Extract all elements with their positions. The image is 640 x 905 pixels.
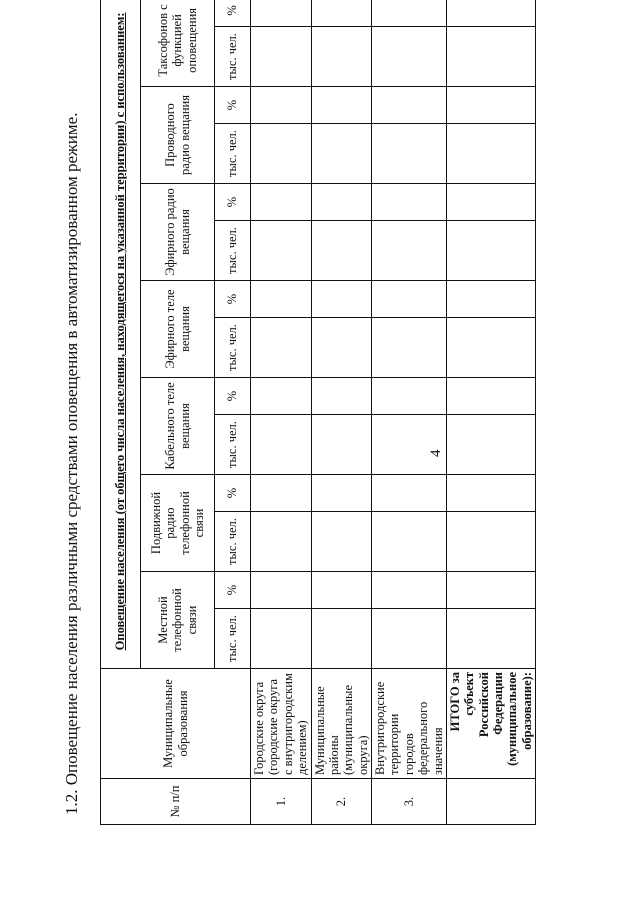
data-cell [372,27,447,87]
header-municipal: Муниципальные образования [101,669,251,779]
data-cell [446,512,535,572]
data-cell [372,512,447,572]
data-cell [372,124,447,184]
unit-thousand: тыс. чел. [215,27,251,87]
data-cell [251,318,312,378]
data-cell [446,378,535,415]
data-cell [372,221,447,281]
channel-header: Эфирного теле вещания [141,281,215,378]
data-cell [251,124,312,184]
data-cell [446,124,535,184]
unit-percent: % [215,572,251,609]
row-name: Муниципальные районы (муниципальные округа) [311,669,372,779]
data-cell [446,27,535,87]
data-cell [372,475,447,512]
channel-header: Проводного радио вещания [141,87,215,184]
data-cell [446,87,535,124]
total-num-cell [446,779,535,825]
row-name: Городские округа (городские округа с внутригородским делением) [251,669,312,779]
unit-percent: % [215,378,251,415]
data-cell [311,184,372,221]
unit-thousand: тыс. чел. [215,318,251,378]
data-cell [311,87,372,124]
data-cell [251,378,312,415]
data-cell [372,572,447,609]
data-cell [372,378,447,415]
data-cell [311,124,372,184]
data-cell [446,184,535,221]
unit-percent: % [215,475,251,512]
data-cell [446,475,535,512]
data-cell [372,184,447,221]
data-cell [251,184,312,221]
data-cell [372,318,447,378]
unit-percent: % [215,87,251,124]
row-num: 1. [251,779,312,825]
header-num: № п/п [101,779,251,825]
data-cell [311,572,372,609]
notification-table [100,0,536,825]
unit-percent: % [215,281,251,318]
unit-thousand: тыс. чел. [215,609,251,669]
data-cell [446,0,535,27]
channel-header: Подвижной радио телефонной связи [141,475,215,572]
data-cell [251,475,312,512]
total-label: ИТОГО за субъект Российской Федерации (муниципальное образование): [446,669,535,779]
data-cell [311,475,372,512]
page-number: 4 [428,449,444,457]
data-cell [311,378,372,415]
data-cell [372,0,447,27]
row-num: 3. [372,779,447,825]
data-cell [311,512,372,572]
data-cell [251,415,312,475]
data-cell [311,0,372,27]
unit-percent: % [215,0,251,27]
row-num: 2. [311,779,372,825]
data-cell [251,572,312,609]
data-cell [372,87,447,124]
data-cell [311,415,372,475]
data-cell [311,221,372,281]
data-cell [251,609,312,669]
data-cell [372,609,447,669]
row-name: Внутригородские территории городов федерального значения [372,669,447,779]
unit-thousand: тыс. чел. [215,512,251,572]
unit-thousand: тыс. чел. [215,415,251,475]
data-cell [251,87,312,124]
data-cell [251,0,312,27]
data-cell [311,27,372,87]
table-row [251,0,312,825]
data-cell [446,221,535,281]
data-cell [372,281,447,318]
data-cell [251,281,312,318]
data-cell [446,609,535,669]
unit-thousand: тыс. чел. [215,124,251,184]
channel-header: Местной телефонной связи [141,572,215,669]
data-cell [446,281,535,318]
data-cell [311,609,372,669]
data-cell [446,572,535,609]
header-group: Оповещение населения (от общего числа населения, находящегося на указанной территории) с использованием: [101,0,141,669]
data-cell [251,27,312,87]
table-row [311,0,372,825]
unit-percent: % [215,184,251,221]
table-row-total [446,0,535,825]
unit-thousand: тыс. чел. [215,221,251,281]
data-cell [446,415,535,475]
data-cell [311,281,372,318]
table-row [372,0,447,825]
data-cell [311,318,372,378]
data-cell [251,512,312,572]
channel-header: Эфирного радио вещания [141,184,215,281]
channel-header: Кабельного теле вещания [141,378,215,475]
data-cell [372,415,447,475]
data-cell [251,221,312,281]
channel-header: Таксофонов с функцией оповещения [141,0,215,87]
data-cell [446,318,535,378]
section-title: 1.2. Оповещение населения различными средствами оповещения в автоматизированном режиме. [62,112,81,815]
